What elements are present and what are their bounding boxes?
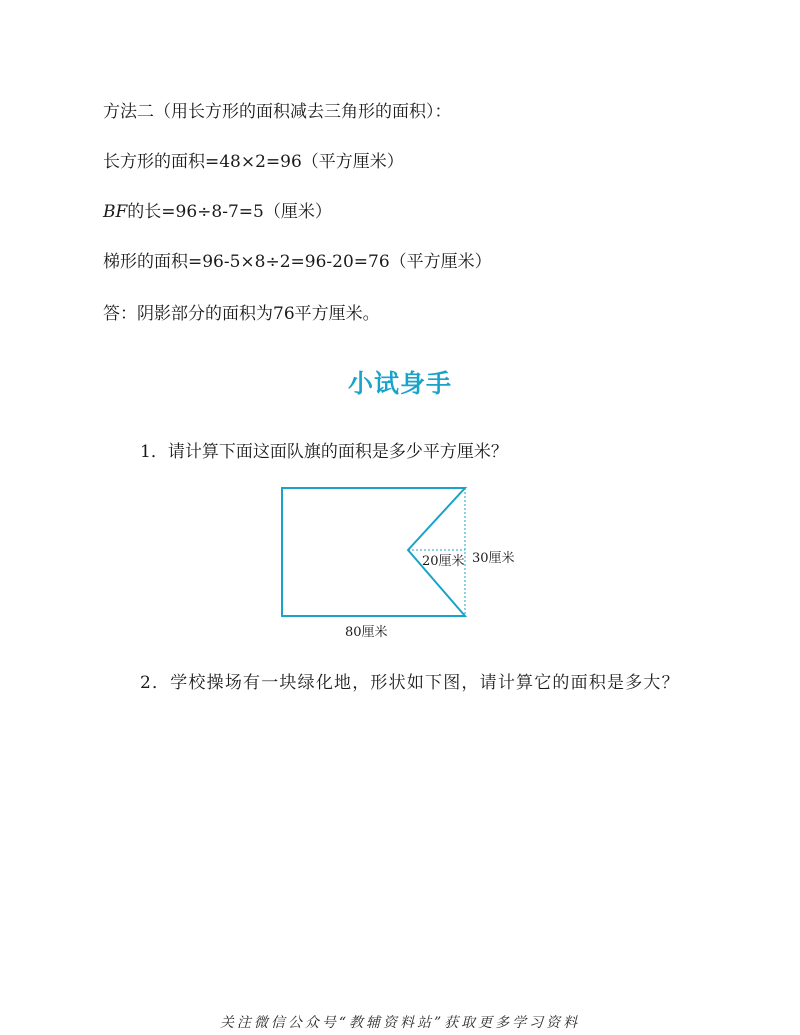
notch-depth-label: 20厘米 [422, 554, 465, 569]
side-length-label: 30厘米 [472, 551, 515, 566]
bf-length-line [103, 200, 332, 224]
rectangle-area-line: 长方形的面积=48×2=96（平方厘米） [103, 152, 404, 172]
answer-line: 答：阴影部分的面积为76平方厘米。 [103, 304, 380, 324]
bottom-length-label: 80厘米 [345, 625, 388, 640]
method-two-line: 方法二（用长方形的面积减去三角形的面积）： [103, 102, 452, 122]
trapezoid-area-line: 梯形的面积=96-5×8÷2=96-20=76（平方厘米） [103, 252, 492, 272]
question-1: 1．请计算下面这面队旗的面积是多少平方厘米？ [140, 442, 508, 462]
flag-diagram [270, 478, 540, 643]
flag-outline [282, 488, 465, 616]
bf-label: BF [103, 202, 128, 222]
question-2: 2．学校操场有一块绿化地，形状如下图，请计算它的面积是多大？ [140, 673, 680, 693]
section-title: 小试身手 [347, 369, 452, 398]
bf-length-text: 的长=96÷8-7=5（厘米） [127, 202, 332, 222]
footer-note: 关注微信公众号“教辅资料站”获取更多学习资料 [219, 1015, 581, 1031]
